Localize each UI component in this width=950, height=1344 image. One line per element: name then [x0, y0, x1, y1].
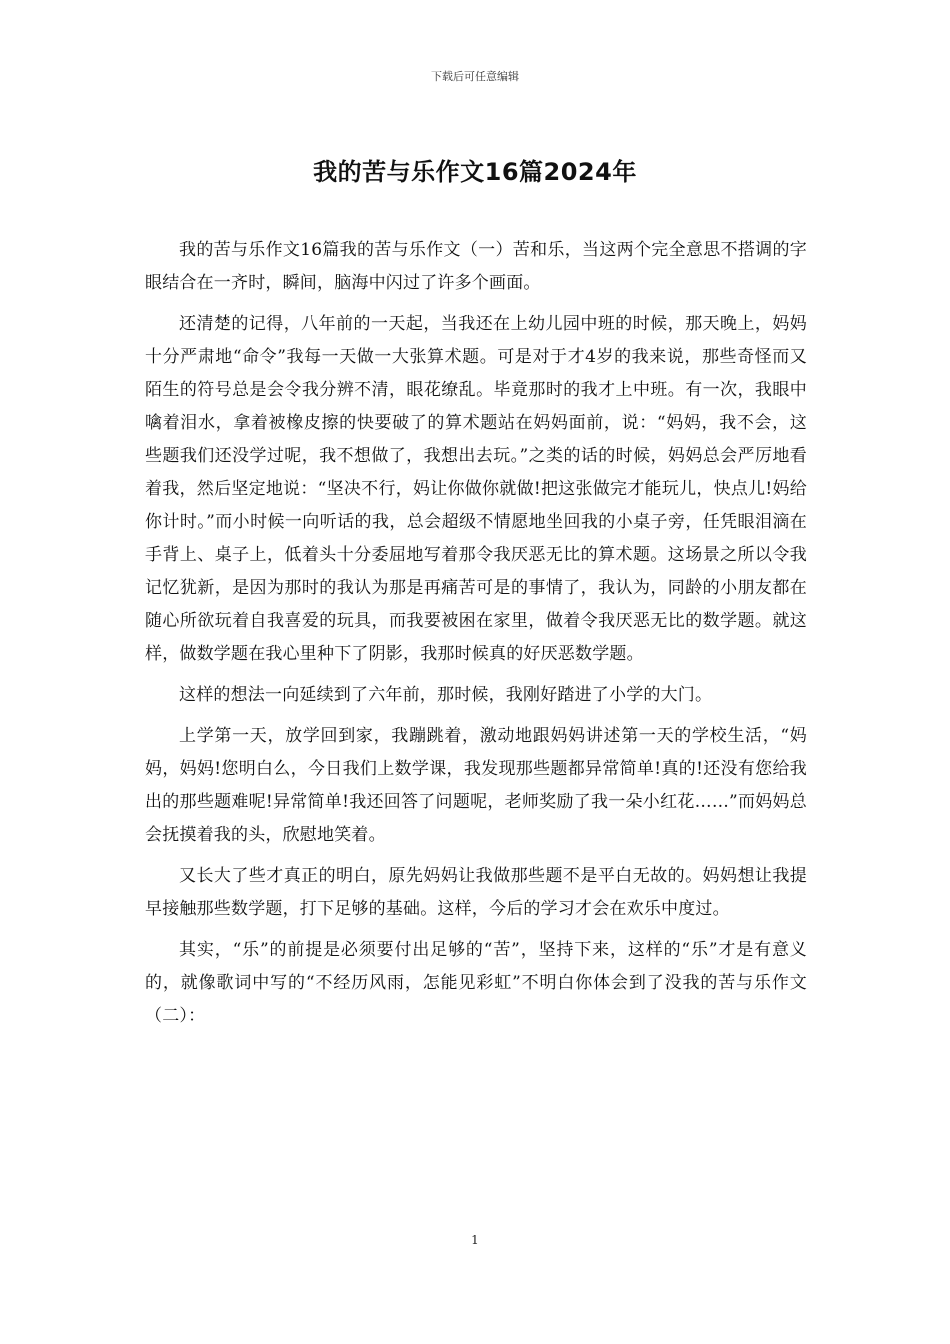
paragraph-5: 又长大了些才真正的明白，原先妈妈让我做那些题不是平白无故的。妈妈想让我提早接触那些数学题，打下足够的基础。这样，今后的学习才会在欢乐中度过。: [145, 866, 807, 919]
paragraph-1: 我的苦与乐作文16篇我的苦与乐作文（一）苦和乐，当这两个完全意思不搭调的字眼结合在一齐时，瞬间，脑海中闪过了许多个画面。: [145, 240, 807, 293]
paragraph-6: 其实，“乐”的前提是必须要付出足够的“苦”，坚持下来，这样的“乐”才是有意义的，就像歌词中写的“不经历风雨，怎能见彩虹”不明白你体会到了没我的苦与乐作文（二）：: [145, 940, 807, 1026]
paragraph-2: 还清楚的记得，八年前的一天起，当我还在上幼儿园中班的时候，那天晚上，妈妈十分严肃地“命令”我每一天做一大张算术题。可是对于才4岁的我来说，那些奇怪而又陌生的符号总是会令我分辨不清，眼花缭乱。毕竟那时的我才上中班。有一次，我眼中噙着泪水，拿着被橡皮擦的快要破了的算术题站在妈妈面前，说：“妈妈，我不会，这些题我们还没学过呢，我不想做了，我想出去玩。”之类的话的时候，妈妈总会严厉地看着我，然后坚定地说：“坚决不行，妈让你做你就做!把这张做完才能玩儿，快点儿!妈给你计时。”而小时候一向听话的我，总会超级不情愿地坐回我的小桌子旁，任凭眼泪滴在手背上、桌子上，低着头十分委屈地写着那令我厌恶无比的算术题。这场景之所以令我记忆犹新，是因为那时的我认为那是再痛苦可是的事情了，我认为，同龄的小朋友都在随心所欲玩着自我喜爱的玩具，而我要被困在家里，做着令我厌恶无比的数学题。就这样，做数学题在我心里种下了阴影，我那时候真的好厌恶数学题。: [145, 314, 807, 664]
document-title: 我的苦与乐作文16篇2024年: [313, 158, 637, 186]
paragraph-4: 上学第一天，放学回到家，我蹦跳着，激动地跟妈妈讲述第一天的学校生活，“妈妈，妈妈!您明白么，今日我们上数学课，我发现那些题都异常简单!真的!还没有您给我出的那些题难呢!异常简单!我还回答了问题呢，老师奖励了我一朵小红花……”而妈妈总会抚摸着我的头，欣慰地笑着。: [145, 726, 807, 845]
page-number: 1: [471, 1233, 479, 1247]
article-body: [145, 234, 807, 1033]
paragraph-3: 这样的想法一向延续到了六年前，那时候，我刚好踏进了小学的大门。: [179, 685, 713, 705]
header-note: 下载后可任意编辑: [431, 70, 519, 83]
